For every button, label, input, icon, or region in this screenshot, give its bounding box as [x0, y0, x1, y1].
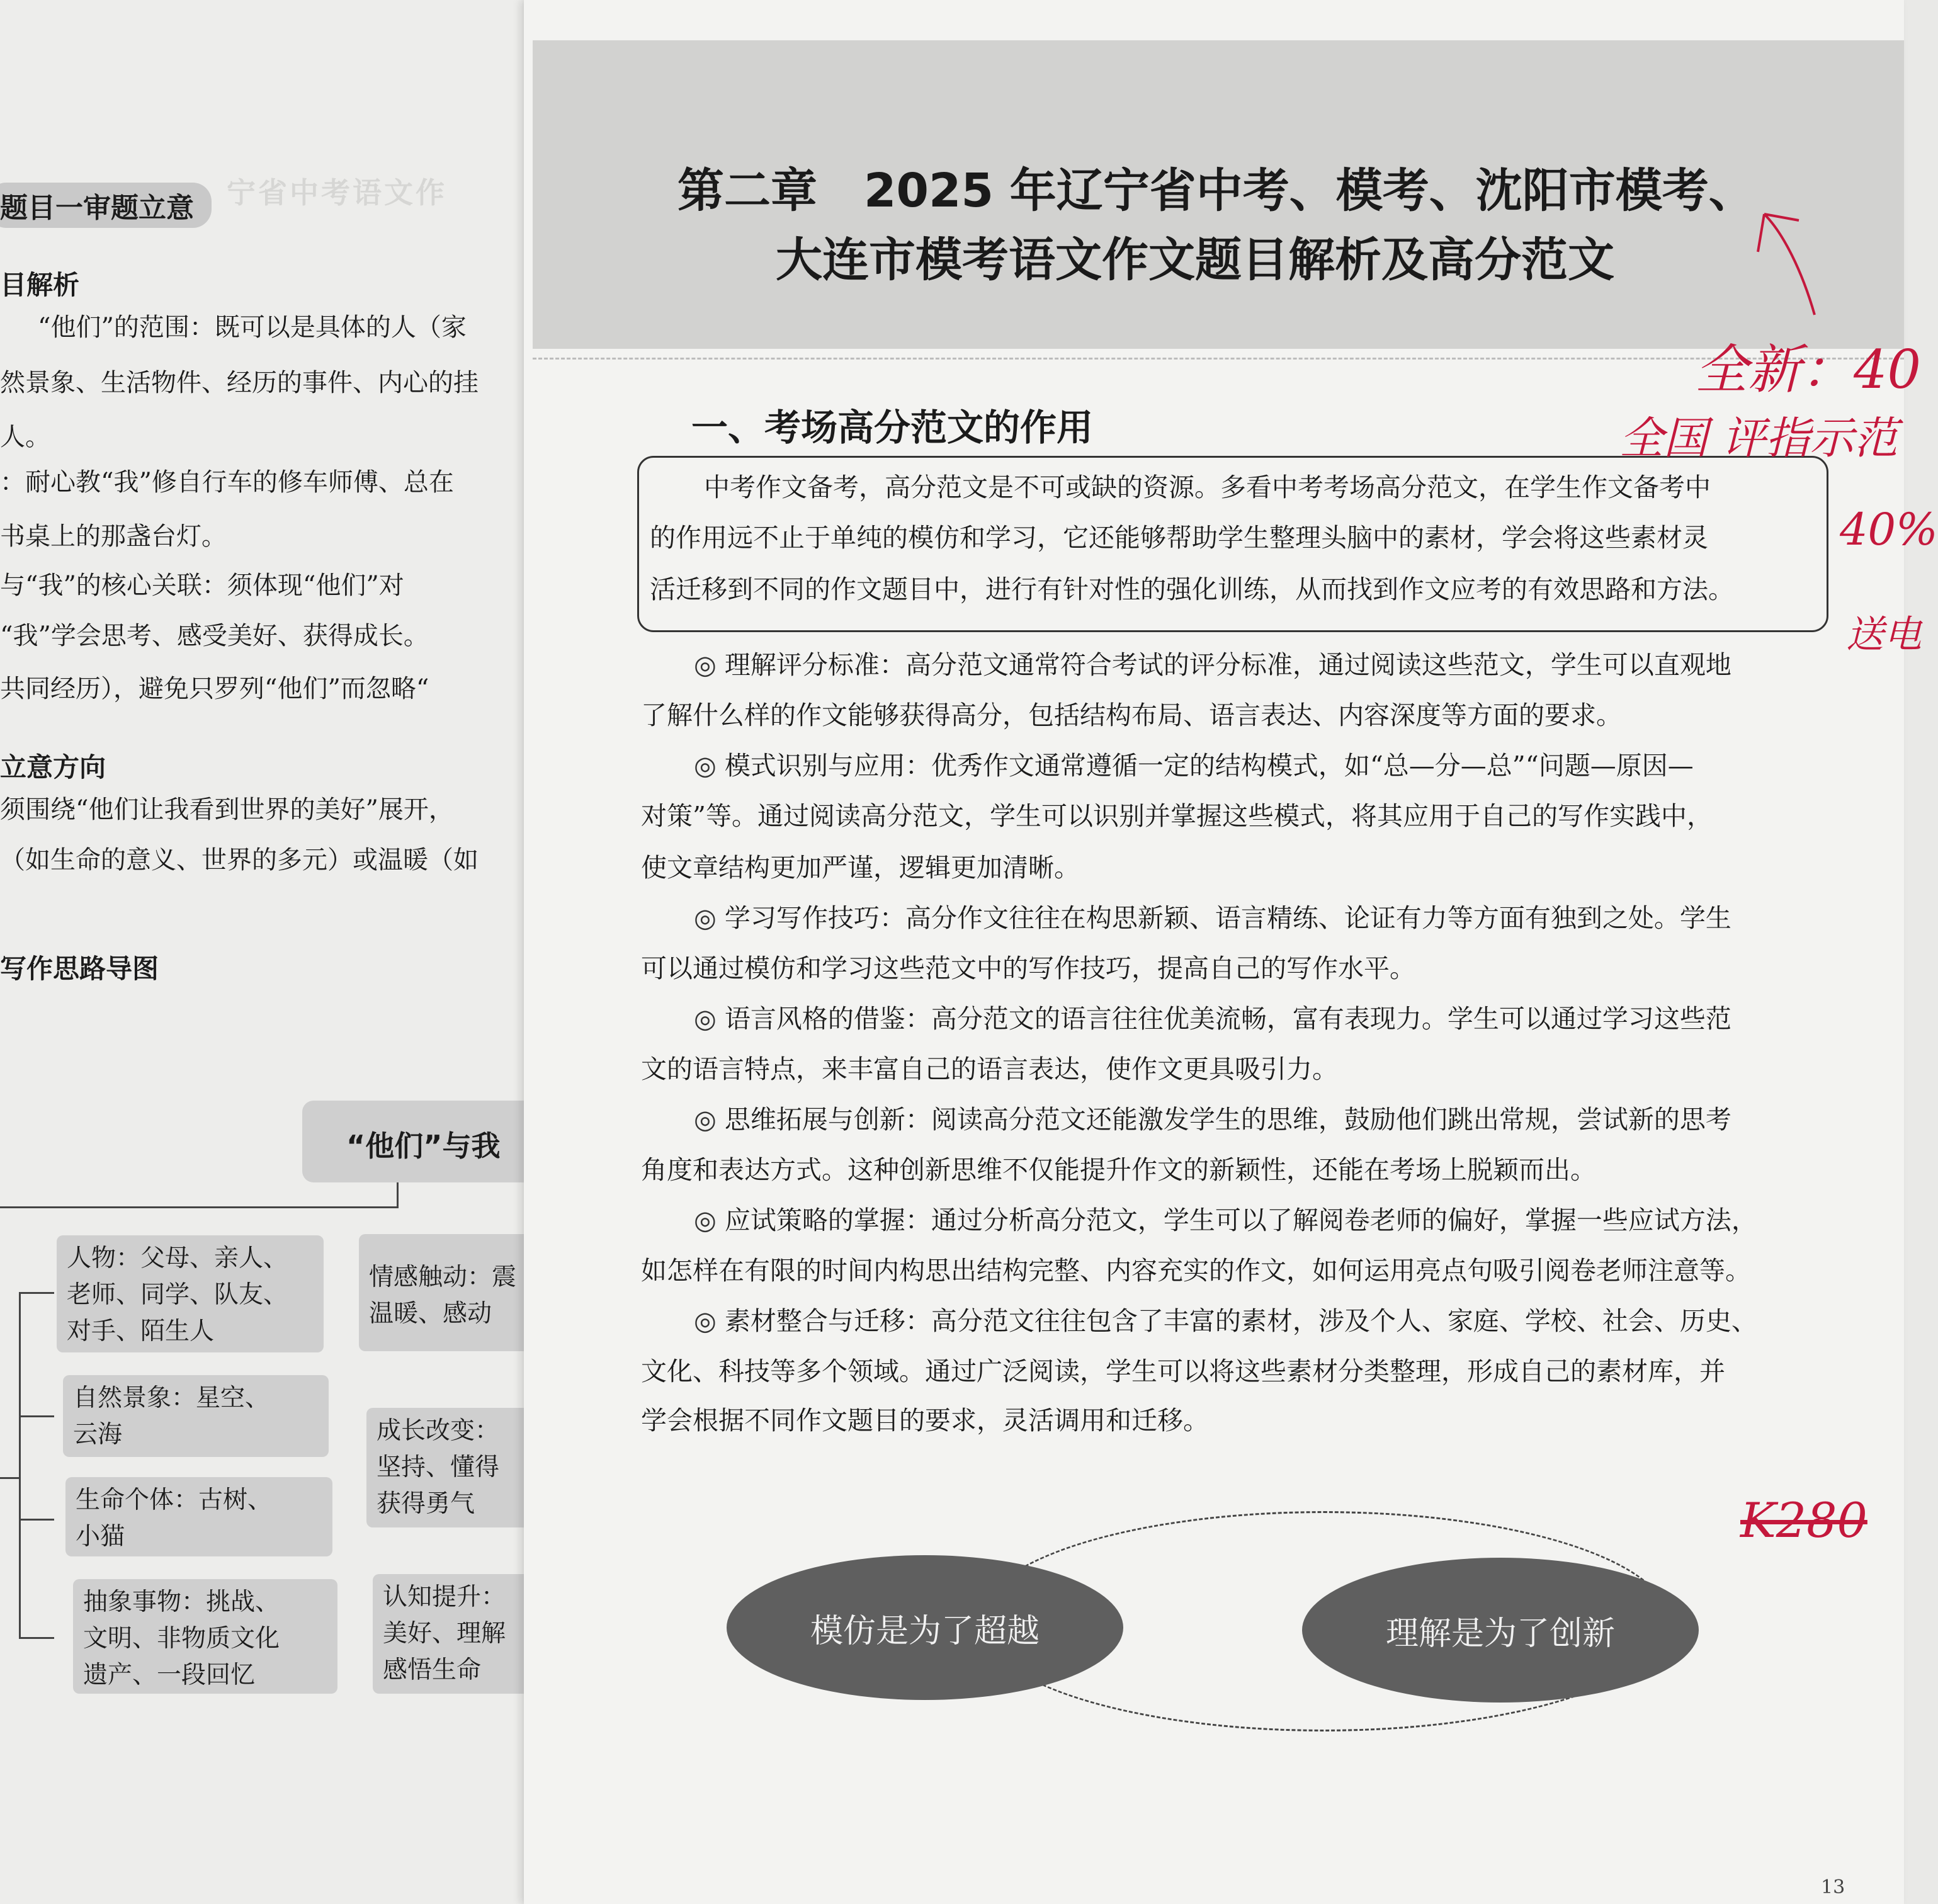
- point-line: 角度和表达方式。这种创新思维不仅能提升作文的新颖性，还能在考场上脱颖而出。: [641, 1155, 1596, 1185]
- left-line: “我”学会思考、感受美好、获得成长。: [0, 621, 429, 650]
- left-line: 然景象、生活物件、经历的事件、内心的挂: [0, 368, 479, 397]
- left-line: ：耐心教“我”修自行车的修车师傅、总在: [0, 468, 454, 497]
- oval-understanding: 理解是为了创新: [1302, 1558, 1699, 1703]
- left-line: 共同经历），避免只罗列“他们”而忽略“: [0, 674, 429, 703]
- point-line: 使文章结构更加严谨，逻辑更加清晰。: [641, 853, 1080, 883]
- handwritten-note: 40%: [1840, 504, 1938, 555]
- chapter-title-line2: 大连市模考语文作文题目解析及高分范文: [776, 233, 1614, 287]
- left-page: [0, 0, 523, 1904]
- mindmap-box: 成长改变： 坚持、懂得 获得勇气: [366, 1408, 555, 1527]
- left-line: （如生命的意义、世界的多元）或温暖（如: [0, 846, 479, 875]
- point-line: 学会根据不同作文题目的要求，灵活调用和迁移。: [641, 1405, 1209, 1436]
- left-line: 人。: [0, 422, 50, 451]
- point-item: ◎ 模式识别与应用：优秀作文通常遵循一定的结构模式，如“总—分—总”“问题—原因—: [694, 751, 1694, 781]
- bullet-marker: ◎: [694, 650, 717, 680]
- bullet-marker: ◎: [694, 1306, 717, 1336]
- bullet-marker: ◎: [694, 1205, 717, 1235]
- point-item: ◎ 学习写作技巧：高分作文往往在构思新颖、语言精练、论证有力等方面有独到之处。学生: [694, 903, 1731, 933]
- point-line: 文的语言特点，来丰富自己的语言表达，使作文更具吸引力。: [641, 1054, 1338, 1084]
- intro-line: 的作用远不止于单纯的模仿和学习，它还能够帮助学生整理头脑中的素材，学会将这些素材灵: [650, 523, 1708, 553]
- left-line: 书桌上的那盏台灯。: [0, 522, 227, 551]
- bullet-marker: ◎: [694, 751, 717, 781]
- mindmap-connector: [19, 1292, 21, 1638]
- handwritten-note: 全新：40: [1695, 339, 1921, 400]
- mindmap-connector: [19, 1415, 54, 1417]
- point-line: 可以通过模仿和学习这些范文中的写作技巧，提高自己的写作水平。: [641, 953, 1415, 983]
- point-item: ◎ 应试策略的掌握：通过分析高分范文，学生可以了解阅卷老师的偏好，掌握一些应试方法，: [694, 1205, 1757, 1235]
- handwritten-note: 全国 评指示范: [1619, 412, 1898, 464]
- mindmap-connector: [0, 1206, 399, 1208]
- left-section-heading: 立意方向: [0, 752, 106, 783]
- oval-imitation: 模仿是为了超越: [727, 1555, 1123, 1700]
- handwritten-price: K280: [1740, 1492, 1867, 1548]
- point-item: ◎ 素材整合与迁移：高分范文往往包含了丰富的素材，涉及个人、家庭、学校、社会、历史、: [694, 1306, 1757, 1336]
- mindmap-box: 人物：父母、亲人、 老师、同学、队友、 对手、陌生人: [57, 1235, 324, 1352]
- bullet-marker: ◎: [694, 1004, 717, 1034]
- bullet-marker: ◎: [694, 903, 717, 933]
- point-item: ◎ 语言风格的借鉴：高分范文的语言往往优美流畅，富有表现力。学生可以通过学习这些范: [694, 1004, 1731, 1034]
- left-section-heading: 目解析: [0, 269, 80, 300]
- section-heading: 一、考场高分范文的作用: [691, 406, 1094, 449]
- point-item: ◎ 理解评分标准：高分范文通常符合考试的评分标准，通过阅读这些范文，学生可以直观地: [694, 650, 1731, 680]
- mindmap-connector: [397, 1182, 399, 1208]
- page-number: 13: [1821, 1876, 1845, 1898]
- mindmap-box: 自然景象：星空、 云海: [63, 1375, 329, 1457]
- left-line: 须围绕“他们让我看到世界的美好”展开，: [0, 795, 454, 824]
- mindmap-box: 情感触动：震 温暖、感动: [359, 1234, 548, 1351]
- left-line: “他们”的范围：既可以是具体的人（家: [38, 313, 467, 342]
- point-line: 对策”等。通过阅读高分范文，学生可以识别并掌握这些模式，将其应用于自己的写作实践中，: [641, 801, 1713, 831]
- left-line: 与“我”的核心关联：须体现“他们”对: [0, 571, 404, 600]
- intro-line: 活迁移到不同的作文题目中，进行有针对性的强化训练，从而找到作文应考的有效思路和方法。: [650, 574, 1734, 604]
- mindmap-box: 生命个体：古树、 小猫: [65, 1477, 332, 1556]
- bullet-marker: ◎: [694, 1104, 717, 1135]
- point-line: 如怎样在有限的时间内构思出结构完整、内容充实的作文，如何运用亮点句吸引阅卷老师注意等。: [641, 1255, 1751, 1286]
- chapter-banner: [533, 40, 1904, 349]
- handwritten-arrow: [1739, 195, 1827, 321]
- mindmap-box: 认知提升： 美好、理解 感悟生命: [373, 1574, 562, 1694]
- mindmap-connector: [19, 1292, 54, 1294]
- point-item: ◎ 思维拓展与创新：阅读高分范文还能激发学生的思维，鼓励他们跳出常规，尝试新的思考: [694, 1104, 1731, 1135]
- mindmap-box: 抽象事物：挑战、 文明、非物质文化 遗产、一段回忆: [73, 1579, 337, 1694]
- left-ghost-title: 宁省中考语文作: [227, 176, 447, 210]
- main-page: [524, 0, 1938, 1904]
- mindmap-root: “他们”与我: [302, 1101, 554, 1182]
- handwritten-note: 送电: [1846, 613, 1922, 657]
- point-line: 文化、科技等多个领域。通过广泛阅读，学生可以将这些素材分类整理，形成自己的素材库，并: [641, 1356, 1725, 1386]
- point-line: 了解什么样的作文能够获得高分，包括结构布局、语言表达、内容深度等方面的要求。: [641, 700, 1622, 730]
- mindmap-connector: [19, 1519, 54, 1521]
- intro-line: 中考作文备考，高分范文是不可或缺的资源。多看中考考场高分范文，在学生作文备考中: [704, 472, 1711, 502]
- mindmap-connector: [0, 1477, 19, 1479]
- mindmap-connector: [19, 1637, 54, 1639]
- left-section-heading: 写作思路导图: [0, 953, 159, 984]
- left-badge-heading: 题目一审题立意: [0, 183, 212, 228]
- chapter-title-line1: 第二章 2025 年辽宁省中考、模考、沈阳市模考、: [677, 164, 1755, 218]
